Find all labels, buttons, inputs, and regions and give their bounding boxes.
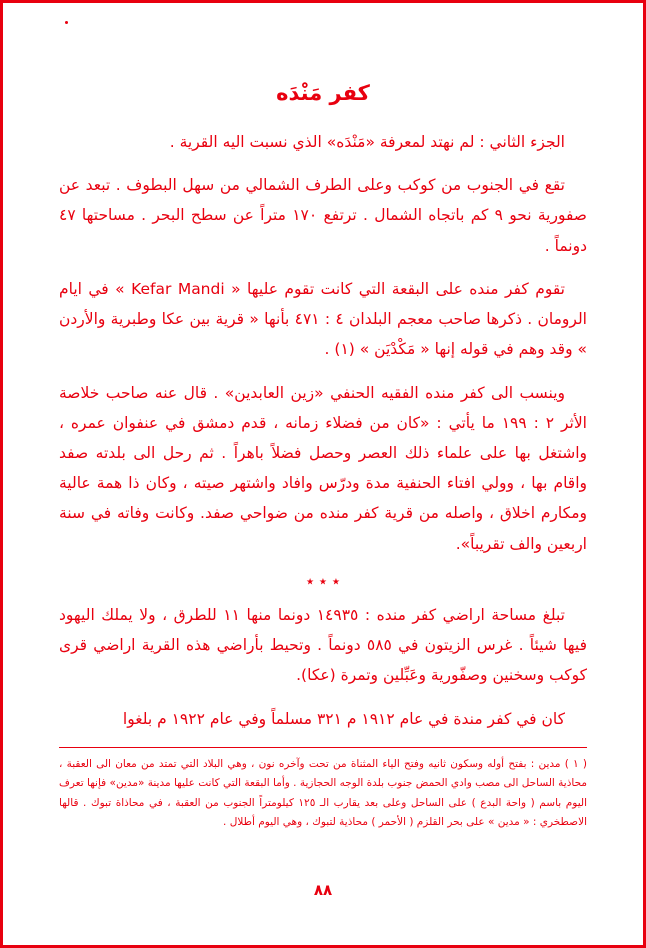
page-number: ٨٨ bbox=[313, 881, 333, 899]
paragraph-1: الجزء الثاني : لم نهتد لمعرفة «مَنْدَه» الذي نسبت اليه القرية . bbox=[169, 133, 565, 151]
page-title: كفر مَنْدَه bbox=[276, 81, 370, 105]
section-separator: ٭ ٭ ٭ bbox=[305, 571, 341, 590]
paragraph-5: تبلغ مساحة اراضي كفر منده : ١٤٩٣٥ دونما منها ١١ للطرق ، ولا يملك اليهود فيها شيئاً . غرس الزيتون في ٥٨٥ دونماً . وتحيط بأراضي هذه القرية اراضي قرى كوكب وسخنين وصفّورية وعَبِّلين وتمرة (عكا). bbox=[59, 605, 587, 685]
paragraph-6: كان في كفر مندة في عام ١٩١٢ م ٣٢١ مسلماً وفي عام ١٩٢٢ م بلغوا bbox=[122, 709, 565, 728]
footnote-divider bbox=[59, 747, 587, 748]
paragraph-4: وينسب الى كفر منده الفقيه الحنفي «زين العابدين» . قال عنه صاحب خلاصة الأثر ٢ : ١٩٩ ما يأتي : «كان من فضلاء زمانه ، قدم دمشق في عنفوان عمره ، واشتغل بها على علماء ذلك العصر وحصل فضلاً باهراً . ثم رحل الى بلدته صفد واقام بها ، وولي افتاء الحنفية مدة ودرّس وافاد واشتهر صيته ، وكان ذا همة عالية ومكارم اخلاق ، واصله من قرية كفر منده من ضواحي صفد. وكانت وفاته في سنة اربعين والف تقريباً». bbox=[59, 383, 587, 553]
corner-dot-mark bbox=[65, 21, 68, 24]
paragraph-2: تقع في الجنوب من كوكب وعلى الطرف الشمالي من سهل البطوف . تبعد عن صفورية نحو ٩ كم باتجاه الشمال . ترتفع ١٧٠ متراً عن سطح البحر . مساحتها ٤٧ دونماً . bbox=[59, 176, 587, 255]
footnote-text: ( ١ ) مدين : بفتح أوله وسكون ثانيه وفتح الياء المثناة من تحت وآخره نون ، وهي البلاد التي تمتد من معان الى العقبة ، محاذية الساحل الى مصب وادي الحمض جنوب بلدة الوجه الحجازية . وأما البقعة التي كانت عليها مدينة «مدين» فإنها تعرف اليوم باسم ( واحة البدع ) على الساحل وعلى بعد يقارب الـ ١٢٥ كيلومتراً الجنوب من العقبة ، في محاذاة تبوك . قالها الاصطخري : « مدين » على بحر القلزم ( الأحمر ) محاذية لتبوك ، وهي اليوم أطلال . bbox=[59, 757, 587, 828]
paragraph-3: تقوم كفر منده على البقعة التي كانت تقوم عليها « Kefar Mandi » في ايام الرومان . ذكرها صاحب معجم البلدان ٤ : ٤٧١ بأنها « قرية بين عكا وطبرية والأردن » وقد وهم في قوله إنها « مَكْدْيَن » (١) . bbox=[59, 279, 587, 359]
page-content bbox=[59, 63, 587, 897]
